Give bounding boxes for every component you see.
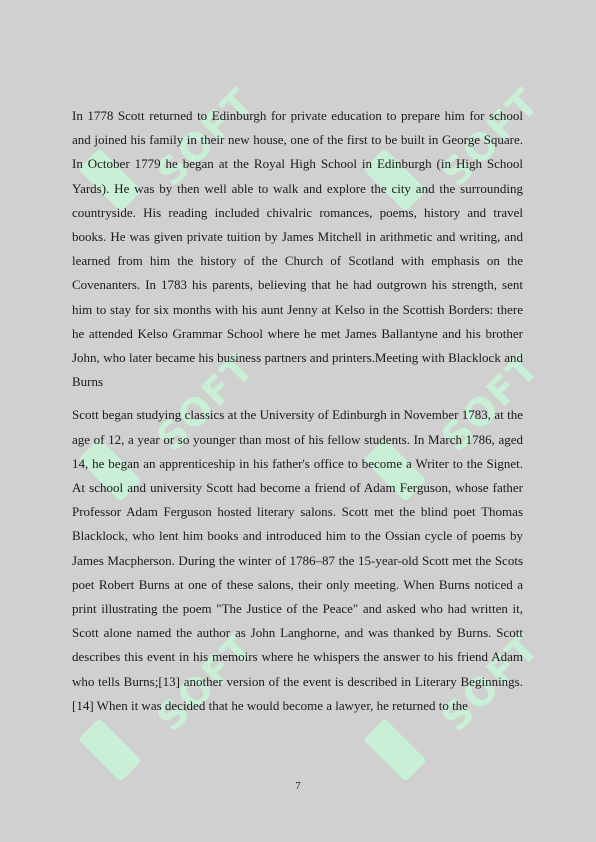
body-text (72, 104, 523, 727)
paragraph: In 1778 Scott returned to Edinburgh for private education to prepare him for school and joined his family in their new house, one of the first to be built in George Square. In October 1779 he began at the Royal High School in Edinburgh (in High School Yards). He was by then well able to walk and explore the city and the surrounding countryside. His reading included chivalric romances, poems, history and travel books. He was given private tuition by James Mitchell in arithmetic and writing, and learned from him the history of the Church of Scotland with emphasis on the Covenanters. In 1783 his parents, believing that he had outgrown his strength, sent him to stay for six months with his aunt Jenny at Kelso in the Scottish Borders: there he attended Kelso Grammar School where he met James Ballantyne and his brother John, who later became his business partners and printers.Meeting with Blacklock and Burns (72, 108, 523, 390)
paragraph: Scott began studying classics at the University of Edinburgh in November 1783, at the age of 12, a year or so younger than most of his fellow students. In March 1786, aged 14, he began an apprenticeship in his father's office to become a Writer to the Signet. At school and university Scott had become a friend of Adam Ferguson, whose father Professor Adam Ferguson hosted literary salons. Scott met the blind poet Thomas Blacklock, who lent him books and introduced him to the Ossian cycle of poems by James Macpherson. During the winter of 1786–87 the 15-year-old Scott met the Scots poet Robert Burns at one of these salons, their only meeting. When Burns noticed a print illustrating the poem "The Justice of the Peace" and asked who had written it, Scott alone named the author as John Langhorne, and was thanked by Burns. Scott describes this event in his memoirs where he whispers the answer to his friend Adam who tells Burns;[13] another version of the event is described in Literary Beginnings.[14] When it was decided that he would become a lawyer, he returned to the (72, 407, 523, 713)
watermark-logo-mark (363, 718, 427, 782)
watermark-text: SOFT (147, 79, 264, 196)
watermark-logo-mark (78, 718, 142, 782)
watermark-text: SOFT (432, 624, 549, 741)
page-number: 7 (295, 780, 301, 792)
watermark-text: SOFT (147, 624, 264, 741)
watermark-text: SOFT (432, 344, 549, 461)
watermark-text: SOFT (432, 79, 549, 196)
watermark-text: SOFT (147, 344, 264, 461)
